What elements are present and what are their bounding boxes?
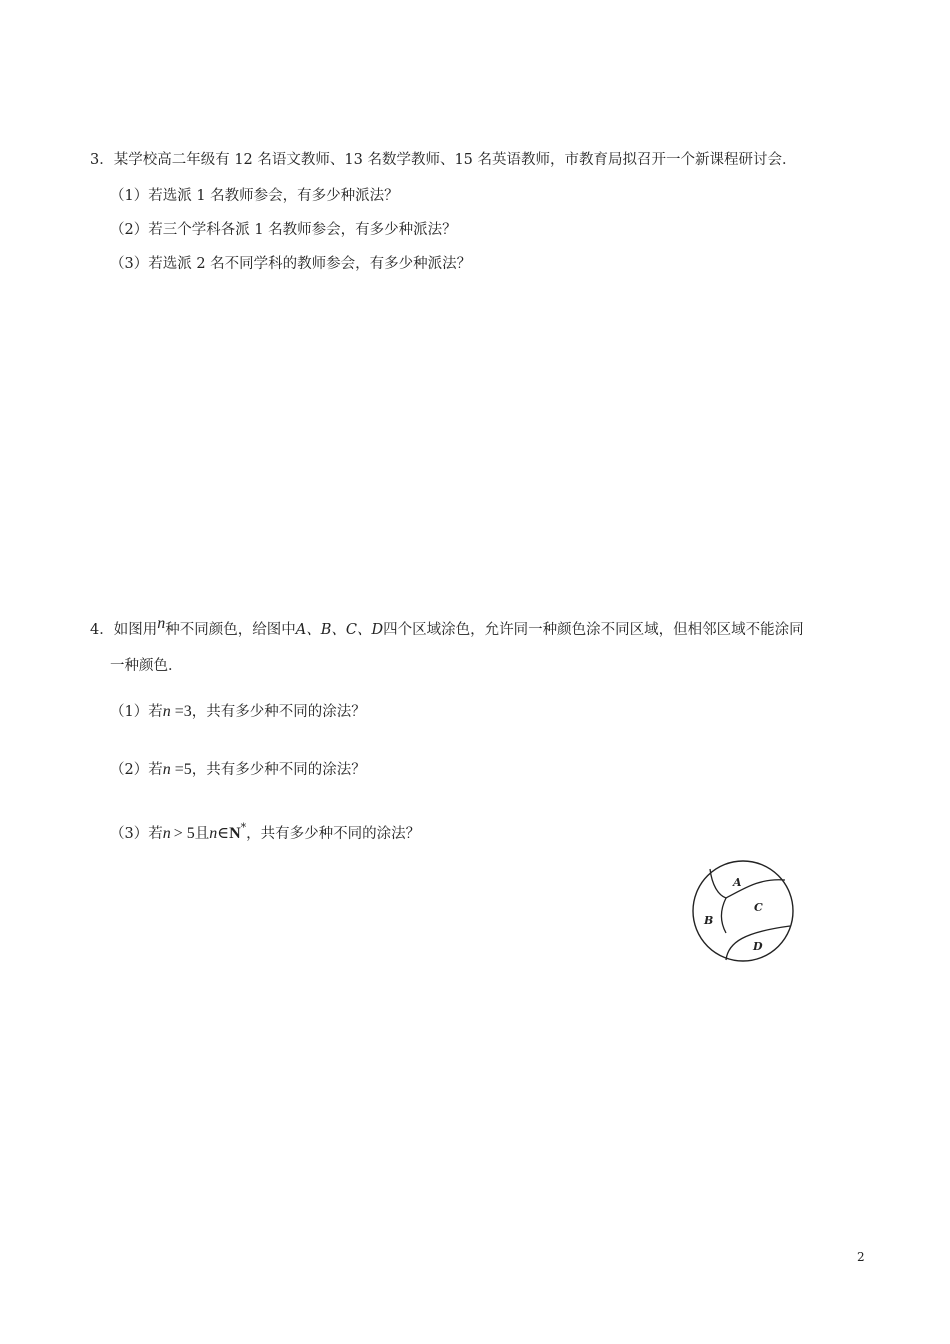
q4-p1-math: =3 bbox=[174, 703, 192, 720]
q4-p3-var: n bbox=[162, 825, 171, 842]
q4-p3-in: ∈ bbox=[217, 825, 230, 842]
q4-p3-set: N bbox=[229, 825, 241, 842]
q4-part-2 bbox=[110, 760, 366, 780]
q4-p3-and: 且 bbox=[194, 826, 210, 842]
boundary-b bbox=[722, 898, 727, 933]
boundary-a bbox=[710, 869, 785, 898]
label-c: C bbox=[754, 901, 763, 914]
q4-p2-post: ，共有多少种不同的涂法？ bbox=[191, 762, 366, 778]
label-d: D bbox=[753, 940, 763, 953]
q4-p1-pre: （1）若 bbox=[110, 704, 163, 720]
q4-stem-b: 种不同颜色，给图中 bbox=[165, 622, 296, 638]
q4-regions: A、B、C、D bbox=[295, 622, 384, 638]
q4-p3-var-2: n bbox=[209, 825, 218, 842]
q4-p1-post: ，共有多少种不同的涂法？ bbox=[191, 704, 366, 720]
q4-p2-math: =5 bbox=[174, 761, 192, 778]
q4-stem-c: 四个区域涂色，允许同一种颜色涂不同区域，但相邻区域不能涂同 bbox=[383, 622, 804, 638]
q3-part-1: （1）若选派 1 名教师参会，有多少种派法？ bbox=[110, 188, 399, 204]
q3-part-3: （3）若选派 2 名不同学科的教师参会，有多少种派法？ bbox=[110, 256, 472, 272]
q4-p1-var: n bbox=[162, 703, 171, 720]
label-b: B bbox=[704, 914, 714, 927]
q4-part-1 bbox=[110, 702, 366, 722]
label-a: A bbox=[733, 876, 742, 889]
q4-part-3 bbox=[110, 818, 420, 844]
diagram-circle bbox=[693, 861, 793, 961]
q4-stem-line-1 bbox=[90, 615, 804, 640]
q3-part-2: （2）若三个学科各派 1 名教师参会，有多少种派法？ bbox=[110, 222, 457, 238]
q4-p2-var: n bbox=[162, 761, 171, 778]
q4-p3-pre: （3）若 bbox=[110, 826, 163, 842]
q4-stem-a: 4．如图用 bbox=[90, 622, 158, 638]
q4-p3-post: ，共有多少种不同的涂法？ bbox=[246, 826, 421, 842]
q3-stem: 3．某学校高二年级有 12 名语文教师、13 名数学教师、15 名英语教师，市教育局拟召开一个新课程研讨会． bbox=[90, 152, 797, 168]
page-number: 2 bbox=[857, 1250, 865, 1264]
q4-p3-star: * bbox=[240, 821, 247, 834]
q4-stem-line-2: 一种颜色． bbox=[110, 658, 183, 674]
q4-var-n: n bbox=[157, 615, 166, 632]
region-diagram bbox=[690, 860, 796, 964]
q4-p2-pre: （2）若 bbox=[110, 762, 163, 778]
q4-p3-cond: > 5 bbox=[173, 825, 195, 842]
